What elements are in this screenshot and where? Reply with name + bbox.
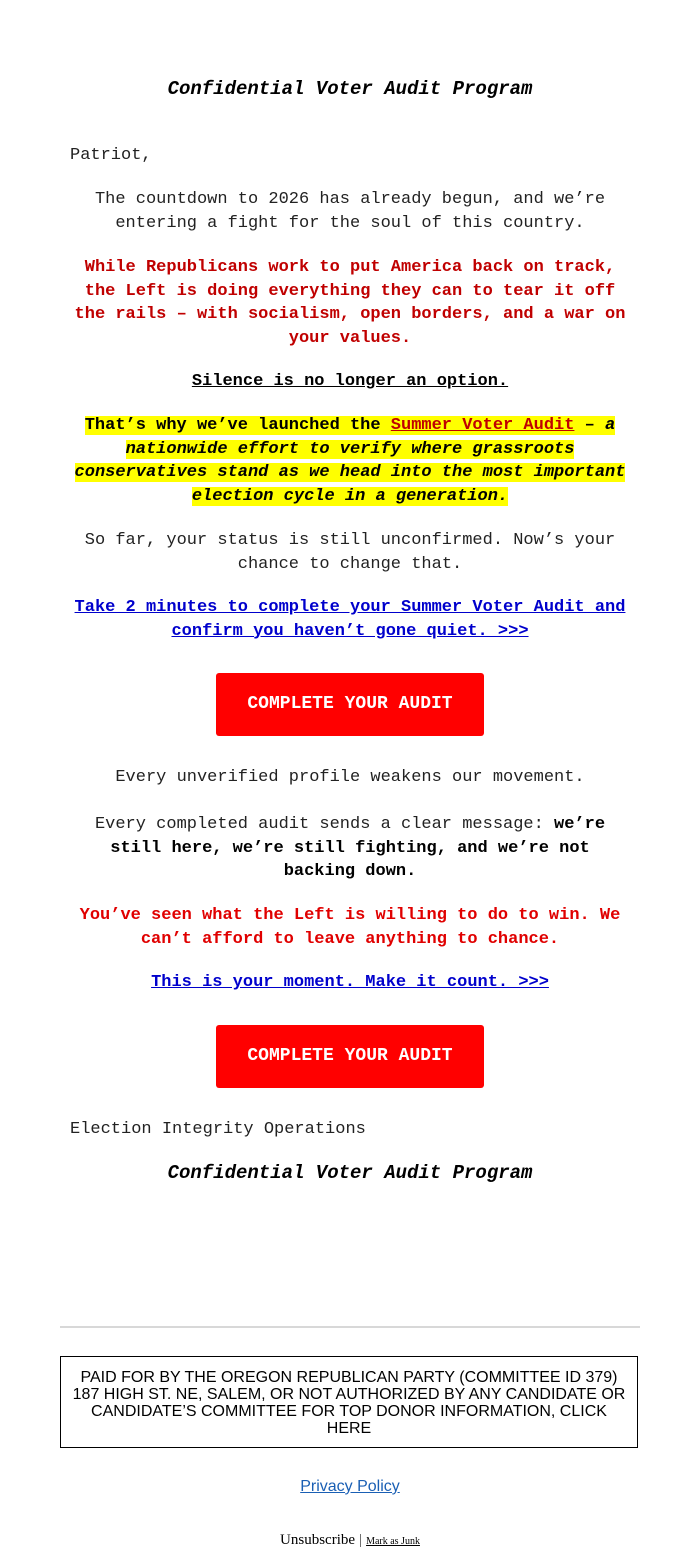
highlight-dash: – bbox=[574, 416, 606, 435]
complete-audit-button[interactable]: COMPLETE YOUR AUDIT bbox=[216, 673, 484, 736]
highlight-prefix: That’s why we’ve launched the bbox=[84, 416, 391, 435]
left-threat-paragraph: While Republicans work to put America back on track, the Left is doing everything they can to tear it off the rails – with socialism, open borders, and a war on your values. bbox=[74, 258, 626, 348]
footer-divider bbox=[60, 1326, 640, 1328]
left-warning-paragraph: You’ve seen what the Left is willing to do to win. We can’t afford to leave anything to chance. bbox=[79, 906, 621, 949]
header-title: Confidential Voter Audit Program bbox=[167, 78, 533, 100]
mark-as-junk-link[interactable]: Mark as Junk bbox=[366, 1536, 420, 1547]
unsubscribe-link[interactable]: Unsubscribe bbox=[280, 1532, 356, 1548]
signoff: Election Integrity Operations bbox=[70, 1120, 366, 1139]
complete-audit-link[interactable]: Take 2 minutes to complete your Summer Voter Audit and confirm you haven’t gone quiet. >>> bbox=[74, 598, 626, 641]
summer-voter-audit-link[interactable]: Summer Voter Audit bbox=[390, 416, 575, 435]
greeting: Patriot, bbox=[70, 146, 152, 165]
complete-audit-button-2[interactable]: COMPLETE YOUR AUDIT bbox=[216, 1025, 484, 1088]
unverified-line: Every unverified profile weakens our movement. bbox=[115, 768, 585, 787]
completed-prefix: Every completed audit sends a clear message: bbox=[94, 815, 555, 834]
audit-link-paragraph bbox=[70, 596, 630, 643]
moment-link-paragraph bbox=[70, 971, 630, 995]
privacy-policy-link[interactable]: Privacy Policy bbox=[300, 1478, 400, 1495]
privacy-row bbox=[0, 1478, 700, 1496]
make-it-count-link[interactable]: This is your moment. Make it count. >>> bbox=[151, 973, 549, 992]
completed-bold: we’re still here, we’re still fighting, and we’re not backing down. bbox=[110, 815, 606, 881]
unsubscribe-row bbox=[0, 1532, 700, 1549]
status-paragraph: So far, your status is still unconfirmed. Now’s your chance to change that. bbox=[84, 531, 616, 574]
completed-paragraph bbox=[70, 813, 630, 884]
intro-paragraph: The countdown to 2026 has already begun, and we’re entering a fight for the soul of this country. bbox=[94, 190, 606, 233]
separator: | bbox=[359, 1532, 363, 1548]
highlight-italic: a nationwide effort to verify where grassroots conservatives stand as we head into the most important election cycle in a generation. bbox=[74, 416, 626, 506]
highlight-paragraph bbox=[70, 414, 630, 508]
silence-line bbox=[70, 370, 630, 394]
footer-title: Confidential Voter Audit Program bbox=[167, 1162, 533, 1184]
highlight-text bbox=[75, 416, 626, 506]
paid-for-disclaimer[interactable]: PAID FOR BY THE OREGON REPUBLICAN PARTY (COMMITTEE ID 379) 187 HIGH ST. NE, SALEM, OR NOT AUTHORIZED BY ANY CANDIDATE OR CANDIDATE’S COMMITTEE FOR TOP DONOR INFORMATION, CLICK HERE bbox=[60, 1356, 638, 1448]
silence-text: Silence is no longer an option. bbox=[191, 372, 509, 391]
